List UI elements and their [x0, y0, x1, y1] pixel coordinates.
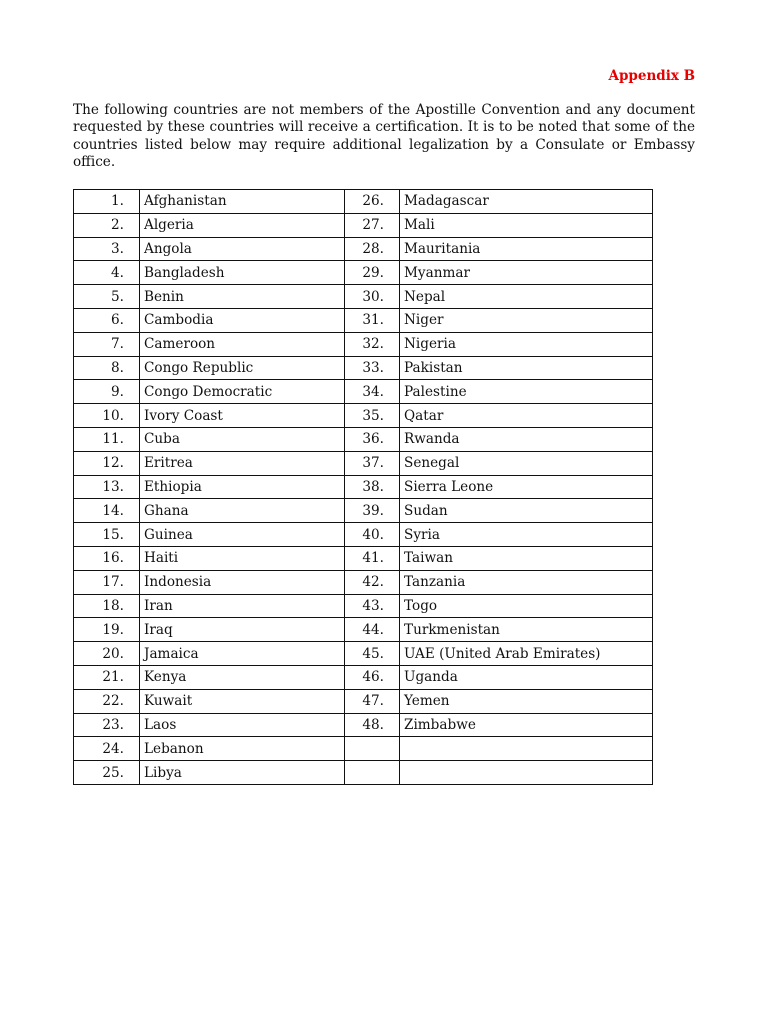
country-name-left: Cameroon — [140, 332, 345, 356]
country-name-right: Rwanda — [400, 427, 653, 451]
row-number-right — [345, 761, 400, 785]
table-row — [74, 451, 653, 475]
table-row — [74, 594, 653, 618]
country-name-right: Madagascar — [400, 190, 653, 214]
row-number-left: 13. — [74, 475, 140, 499]
country-name-right: Niger — [400, 308, 653, 332]
row-number-left: 6. — [74, 308, 140, 332]
country-name-right: Tanzania — [400, 570, 653, 594]
row-number-left: 24. — [74, 737, 140, 761]
row-number-right: 47. — [345, 689, 400, 713]
row-number-left: 20. — [74, 642, 140, 666]
table-row — [74, 213, 653, 237]
row-number-right: 29. — [345, 261, 400, 285]
country-name-right — [400, 761, 653, 785]
country-name-right: Mali — [400, 213, 653, 237]
row-number-right: 45. — [345, 642, 400, 666]
table-row — [74, 665, 653, 689]
row-number-right: 48. — [345, 713, 400, 737]
table-row — [74, 475, 653, 499]
country-name-right: Sudan — [400, 499, 653, 523]
row-number-right: 37. — [345, 451, 400, 475]
country-name-left: Congo Republic — [140, 356, 345, 380]
row-number-left: 19. — [74, 618, 140, 642]
countries-table-body — [74, 190, 653, 785]
row-number-right: 41. — [345, 546, 400, 570]
country-name-left: Kuwait — [140, 689, 345, 713]
row-number-right: 46. — [345, 665, 400, 689]
row-number-left: 15. — [74, 523, 140, 547]
country-name-right: Nigeria — [400, 332, 653, 356]
country-name-right: Taiwan — [400, 546, 653, 570]
row-number-right: 26. — [345, 190, 400, 214]
country-name-right: Turkmenistan — [400, 618, 653, 642]
row-number-right: 42. — [345, 570, 400, 594]
country-name-right: Palestine — [400, 380, 653, 404]
country-name-left: Algeria — [140, 213, 345, 237]
row-number-left: 16. — [74, 546, 140, 570]
row-number-right: 35. — [345, 404, 400, 428]
country-name-left: Laos — [140, 713, 345, 737]
row-number-right: 32. — [345, 332, 400, 356]
countries-table — [73, 189, 653, 785]
row-number-left: 4. — [74, 261, 140, 285]
country-name-left: Kenya — [140, 665, 345, 689]
table-row — [74, 308, 653, 332]
table-row — [74, 285, 653, 309]
row-number-left: 21. — [74, 665, 140, 689]
row-number-right: 31. — [345, 308, 400, 332]
country-name-left: Benin — [140, 285, 345, 309]
row-number-left: 5. — [74, 285, 140, 309]
table-row — [74, 237, 653, 261]
table-row — [74, 642, 653, 666]
table-row — [74, 404, 653, 428]
country-name-left: Iraq — [140, 618, 345, 642]
country-name-right: Qatar — [400, 404, 653, 428]
table-row — [74, 713, 653, 737]
country-name-left: Jamaica — [140, 642, 345, 666]
row-number-left: 3. — [74, 237, 140, 261]
table-row — [74, 546, 653, 570]
country-name-right: Myanmar — [400, 261, 653, 285]
country-name-left: Guinea — [140, 523, 345, 547]
country-name-right: Nepal — [400, 285, 653, 309]
row-number-left: 11. — [74, 427, 140, 451]
country-name-right: Togo — [400, 594, 653, 618]
row-number-right — [345, 737, 400, 761]
table-row — [74, 427, 653, 451]
row-number-right: 39. — [345, 499, 400, 523]
country-name-right: Uganda — [400, 665, 653, 689]
row-number-left: 18. — [74, 594, 140, 618]
table-row — [74, 618, 653, 642]
country-name-left: Ivory Coast — [140, 404, 345, 428]
row-number-left: 10. — [74, 404, 140, 428]
row-number-right: 27. — [345, 213, 400, 237]
row-number-left: 25. — [74, 761, 140, 785]
row-number-right: 40. — [345, 523, 400, 547]
country-name-left: Indonesia — [140, 570, 345, 594]
country-name-right: Pakistan — [400, 356, 653, 380]
row-number-right: 36. — [345, 427, 400, 451]
country-name-right: UAE (United Arab Emirates) — [400, 642, 653, 666]
table-row — [74, 737, 653, 761]
table-row — [74, 689, 653, 713]
appendix-label: Appendix B — [608, 68, 695, 84]
country-name-left: Ghana — [140, 499, 345, 523]
row-number-right: 33. — [345, 356, 400, 380]
country-name-left: Haiti — [140, 546, 345, 570]
table-row — [74, 761, 653, 785]
country-name-left: Afghanistan — [140, 190, 345, 214]
country-name-right: Mauritania — [400, 237, 653, 261]
country-name-left: Cuba — [140, 427, 345, 451]
row-number-left: 7. — [74, 332, 140, 356]
row-number-left: 12. — [74, 451, 140, 475]
row-number-right: 43. — [345, 594, 400, 618]
country-name-left: Ethiopia — [140, 475, 345, 499]
row-number-right: 28. — [345, 237, 400, 261]
country-name-right: Sierra Leone — [400, 475, 653, 499]
table-row — [74, 261, 653, 285]
country-name-right — [400, 737, 653, 761]
row-number-left: 14. — [74, 499, 140, 523]
table-row — [74, 523, 653, 547]
country-name-left: Lebanon — [140, 737, 345, 761]
country-name-left: Angola — [140, 237, 345, 261]
table-row — [74, 332, 653, 356]
table-row — [74, 380, 653, 404]
row-number-left: 9. — [74, 380, 140, 404]
row-number-left: 23. — [74, 713, 140, 737]
table-row — [74, 570, 653, 594]
row-number-left: 2. — [74, 213, 140, 237]
row-number-left: 17. — [74, 570, 140, 594]
row-number-right: 30. — [345, 285, 400, 309]
row-number-left: 22. — [74, 689, 140, 713]
intro-paragraph: The following countries are not members of the Apostille Convention and any document requested by these countries will receive a certification. It is to be noted that some of the countries listed below may require additional legalization by a Consulate or Embassy office. — [73, 102, 695, 171]
row-number-right: 38. — [345, 475, 400, 499]
country-name-right: Yemen — [400, 689, 653, 713]
row-number-left: 8. — [74, 356, 140, 380]
country-name-left: Cambodia — [140, 308, 345, 332]
row-number-right: 44. — [345, 618, 400, 642]
country-name-right: Zimbabwe — [400, 713, 653, 737]
country-name-left: Libya — [140, 761, 345, 785]
table-row — [74, 190, 653, 214]
country-name-left: Congo Democratic — [140, 380, 345, 404]
table-row — [74, 356, 653, 380]
table-row — [74, 499, 653, 523]
country-name-left: Eritrea — [140, 451, 345, 475]
country-name-left: Iran — [140, 594, 345, 618]
country-name-right: Senegal — [400, 451, 653, 475]
row-number-left: 1. — [74, 190, 140, 214]
country-name-right: Syria — [400, 523, 653, 547]
row-number-right: 34. — [345, 380, 400, 404]
country-name-left: Bangladesh — [140, 261, 345, 285]
